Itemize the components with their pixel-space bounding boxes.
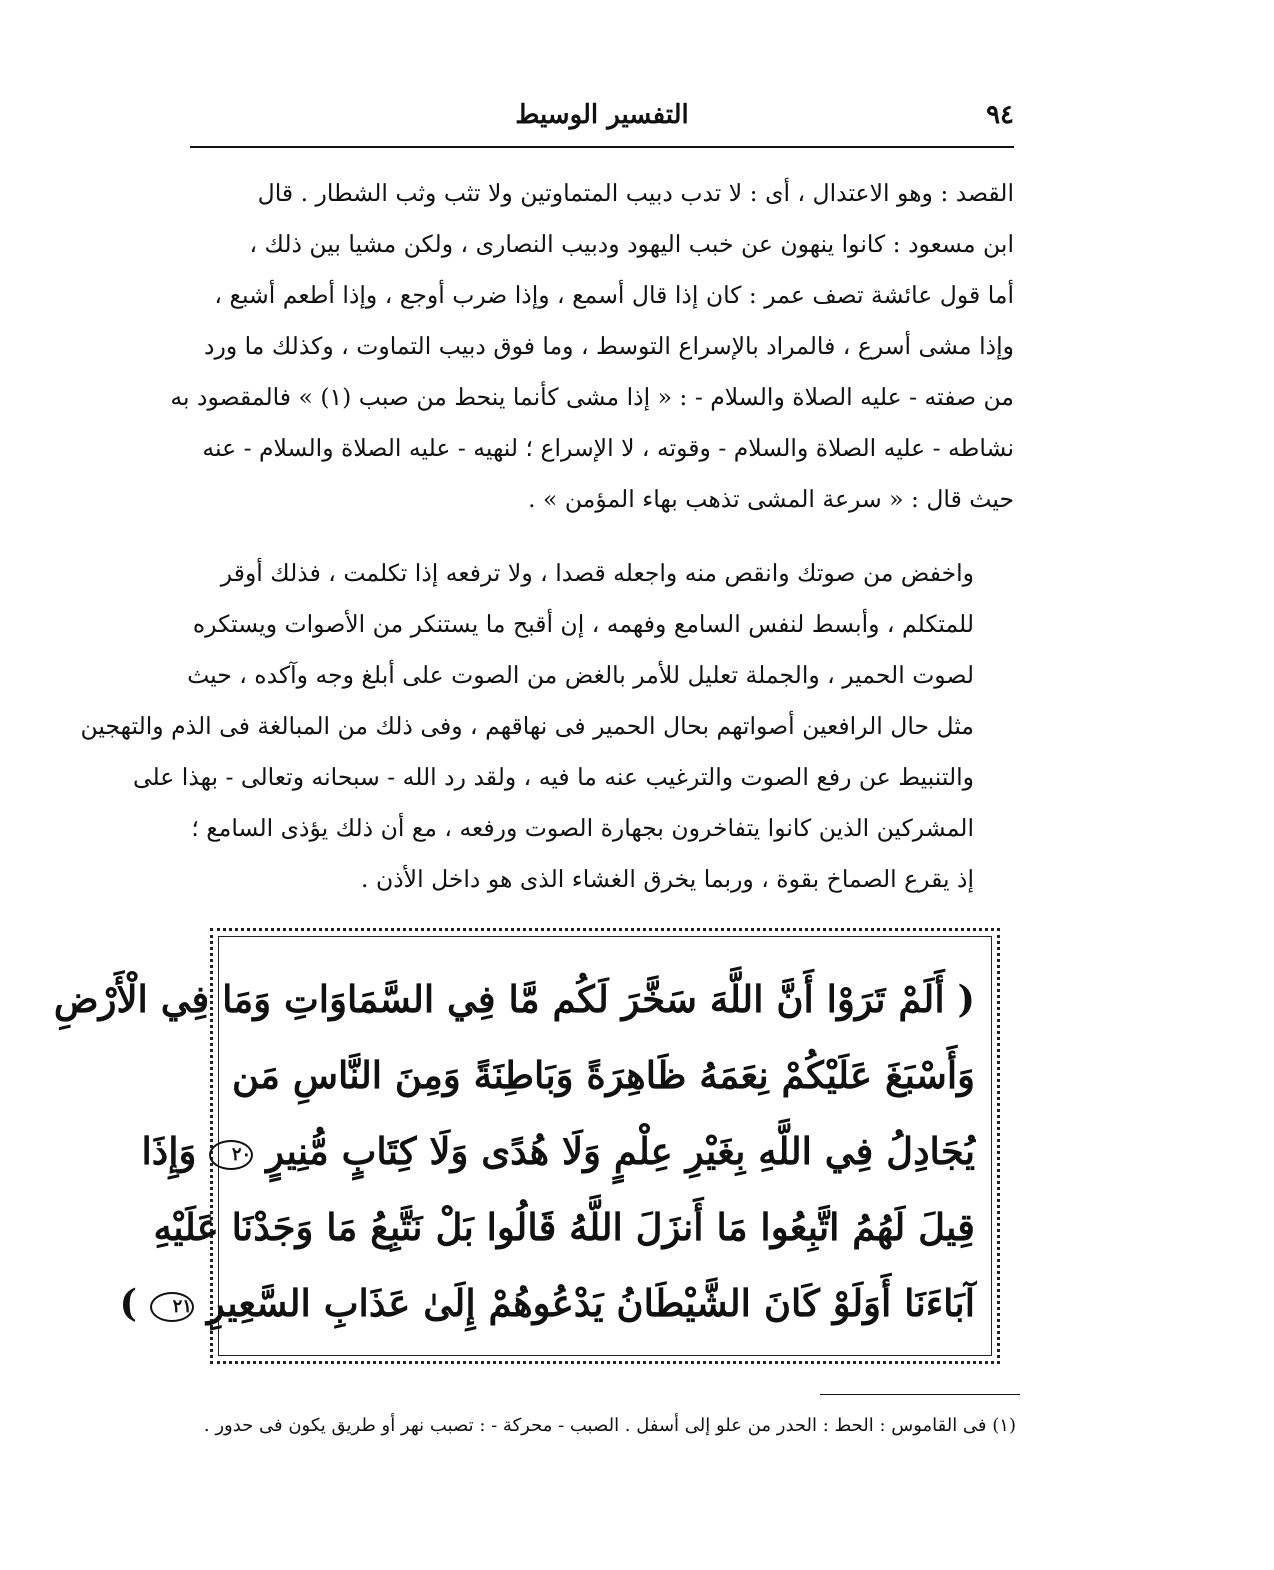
verse-line	[119, 1265, 975, 1341]
paragraph-1	[170, 168, 1014, 525]
ayah-number-21: ٢١	[150, 1292, 194, 1322]
footnote: (١) فى القاموس : الحط : الحدر من علو إلى أسفل . الصبب - محركة - : تصبب نهر أو طريق يكون فى حدور .	[203, 1415, 1016, 1436]
verse-line-text: يُجَادِلُ فِي اللَّهِ بِغَيْرِ عِلْمٍ وَلَا هُدًى وَلَا كِتَابٍ مُّنِيرٍ	[266, 1129, 975, 1173]
footnote-divider	[820, 1394, 1020, 1395]
text-line: والتنبيط عن رفع الصوت والترغيب عنه ما فيه ، ولقد رد الله - سبحانه وتعالى - بهذا على	[132, 763, 974, 791]
text-line: أما قول عائشة تصف عمر : كان إذا قال أسمع ، وإذا ضرب أوجع ، وإذا أطعم أشبع ،	[214, 281, 1014, 309]
verse-line-text: آبَاءَنَا أَوَلَوْ كَانَ الشَّيْطَانُ يَدْعُوهُمْ إِلَىٰ عَذَابِ السَّعِيرِ	[206, 1281, 975, 1325]
quran-verse-text	[53, 961, 975, 1337]
verse-line: ( أَلَمْ تَرَوْا أَنَّ اللَّهَ سَخَّرَ لَكُم مَّا فِي السَّمَاوَاتِ وَمَا فِي الْأَرْضِ	[53, 977, 975, 1021]
header-title: التفسير الوسيط	[515, 100, 689, 130]
text-line: نشاطه - عليه الصلاة والسلام - وقوته ، لا الإسراع ؛ لنهيه - عليه الصلاة والسلام - عنه	[202, 434, 1014, 462]
text-line: واخفض من صوتك وانقص منه واجعله قصدا ، ولا ترفعه إذا تكلمت ، فذلك أوقر	[220, 559, 974, 587]
text-line: حيث قال : « سرعة المشى تذهب بهاء المؤمن » .	[528, 485, 1014, 513]
quran-verse-frame	[53, 928, 1000, 1364]
verse-closing-paren: )	[119, 1281, 138, 1325]
text-line-with-footnote-ref: من صفته - عليه الصلاة والسلام - : « إذا مشى كأنما ينحط من صبب (١) » فالمقصود به	[170, 383, 1014, 411]
verse-line: قِيلَ لَهُمُ اتَّبِعُوا مَا أَنزَلَ اللَّهُ قَالُوا بَلْ نَتَّبِعُ مَا وَجَدْنَا عَلَيْهِ	[153, 1205, 975, 1249]
paragraph-2	[80, 548, 1014, 905]
running-header	[190, 100, 1014, 136]
verse-continuation: وَإِذَا	[141, 1129, 197, 1173]
text-line: ابن مسعود : كانوا ينهون عن خبب اليهود ودبيب النصارى ، ولكن مشيا بين ذلك ،	[249, 230, 1014, 258]
text-line: القصد : وهو الاعتدال ، أى : لا تدب دبيب المتماوتين ولا تثب وثب الشطار . قال	[257, 179, 1014, 207]
ayah-number-20: ٢٠	[209, 1140, 253, 1170]
text-line: مثل حال الرافعين أصواتهم بحال الحمير فى نهاقهم ، وفى ذلك من المبالغة فى الذم والتهجين	[80, 712, 974, 740]
verse-line	[141, 1113, 975, 1189]
header-divider	[190, 146, 1014, 148]
text-line: المشركين الذين كانوا يتفاخرون بجهارة الصوت ورفعه ، مع أن ذلك يؤذى السامع ؛	[191, 814, 974, 842]
text-line: للمتكلم ، وأبسط لنفس السامع وفهمه ، إن أقبح ما يستنكر من الأصوات ويستكره	[192, 610, 974, 638]
text-line: وإذا مشى أسرع ، فالمراد بالإسراع التوسط ، وما فوق دبيب التماوت ، وكذلك ما ورد	[204, 332, 1014, 360]
text-line: إذ يقرع الصماخ بقوة ، وربما يخرق الغشاء الذى هو داخل الأذن .	[361, 865, 974, 893]
page-number: ٩٤	[986, 100, 1014, 130]
text-line: لصوت الحمير ، والجملة تعليل للأمر بالغض من الصوت على أبلغ وجه وآكده ، حيث	[187, 661, 974, 689]
verse-line: وَأَسْبَغَ عَلَيْكُمْ نِعَمَهُ ظَاهِرَةً وَبَاطِنَةً وَمِنَ النَّاسِ مَن	[231, 1053, 975, 1097]
